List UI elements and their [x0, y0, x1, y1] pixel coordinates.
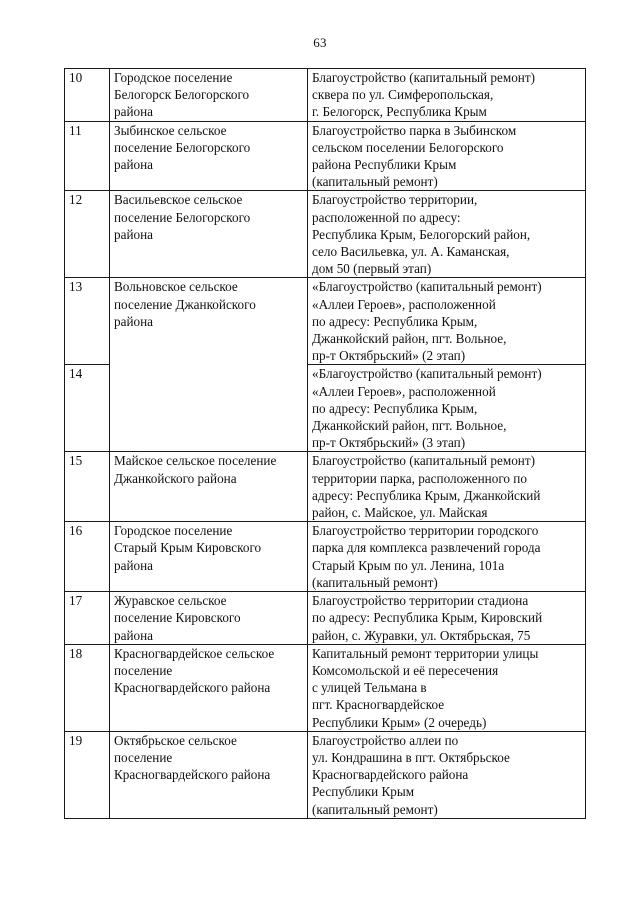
projects-table	[64, 68, 586, 819]
settlement-cell: Майское сельское поселение Джанкойского района	[110, 452, 308, 522]
settlement-cell: Журавское сельское поселение Кировского района	[110, 592, 308, 645]
project-cell: Благоустройство аллеи по ул. Кондрашина в пгт. Октябрьское Красногвардейского района Республики Крым (капитальный ремонт)	[308, 731, 586, 818]
row-number: 13	[65, 278, 110, 365]
project-cell: Благоустройство территории городского парка для комплекса развлечений города Старый Крым по ул. Ленина, 101а (капитальный ремонт)	[308, 522, 586, 592]
table-row	[65, 592, 586, 645]
settlement-cell: Вольновское сельское поселение Джанкойского района	[110, 278, 308, 452]
row-number: 10	[65, 69, 110, 122]
project-cell: Благоустройство (капитальный ремонт) территории парка, расположенного по адресу: Республика Крым, Джанкойский район, с. Майское, ул. Майская	[308, 452, 586, 522]
settlement-cell: Васильевское сельское поселение Белогорского района	[110, 191, 308, 278]
project-cell: Благоустройство (капитальный ремонт) сквера по ул. Симферопольская, г. Белогорск, Республика Крым	[308, 69, 586, 122]
project-cell: Благоустройство территории, расположенной по адресу: Республика Крым, Белогорский район, село Васильевка, ул. А. Каманская, дом 50 (первый этап)	[308, 191, 586, 278]
table-row	[65, 731, 586, 818]
table-row	[65, 69, 586, 122]
settlement-cell: Октябрьское сельское поселение Красногвардейского района	[110, 731, 308, 818]
row-number: 18	[65, 644, 110, 731]
project-cell: Капитальный ремонт территории улицы Комсомольской и её пересечения с улицей Тельмана в пгт. Красногвардейское Республики Крым» (2 очередь)	[308, 644, 586, 731]
row-number: 12	[65, 191, 110, 278]
table-row	[65, 452, 586, 522]
row-number: 14	[65, 365, 110, 452]
table-row	[65, 278, 586, 365]
table-row	[65, 522, 586, 592]
table-row	[65, 644, 586, 731]
project-cell: «Благоустройство (капитальный ремонт) «Аллеи Героев», расположенной по адресу: Республика Крым, Джанкойский район, пгт. Вольное, пр-т Октябрьский» (3 этап)	[308, 365, 586, 452]
row-number: 11	[65, 121, 110, 191]
project-cell: Благоустройство территории стадиона по адресу: Республика Крым, Кировский район, с. Журавки, ул. Октябрьская, 75	[308, 592, 586, 645]
row-number: 19	[65, 731, 110, 818]
row-number: 17	[65, 592, 110, 645]
row-number: 16	[65, 522, 110, 592]
project-cell: Благоустройство парка в Зыбинском сельском поселении Белогорского района Республики Крым (капитальный ремонт)	[308, 121, 586, 191]
page-number: 63	[313, 35, 327, 50]
settlement-cell: Зыбинское сельское поселение Белогорского района	[110, 121, 308, 191]
table-row	[65, 191, 586, 278]
project-cell: «Благоустройство (капитальный ремонт) «Аллеи Героев», расположенной по адресу: Республика Крым, Джанкойский район, пгт. Вольное, пр-т Октябрьский» (2 этап)	[308, 278, 586, 365]
settlement-cell: Городское поселение Белогорск Белогорского района	[110, 69, 308, 122]
settlement-cell: Красногвардейское сельское поселение Красногвардейского района	[110, 644, 308, 731]
row-number: 15	[65, 452, 110, 522]
settlement-cell: Городское поселение Старый Крым Кировского района	[110, 522, 308, 592]
table-row	[65, 121, 586, 191]
